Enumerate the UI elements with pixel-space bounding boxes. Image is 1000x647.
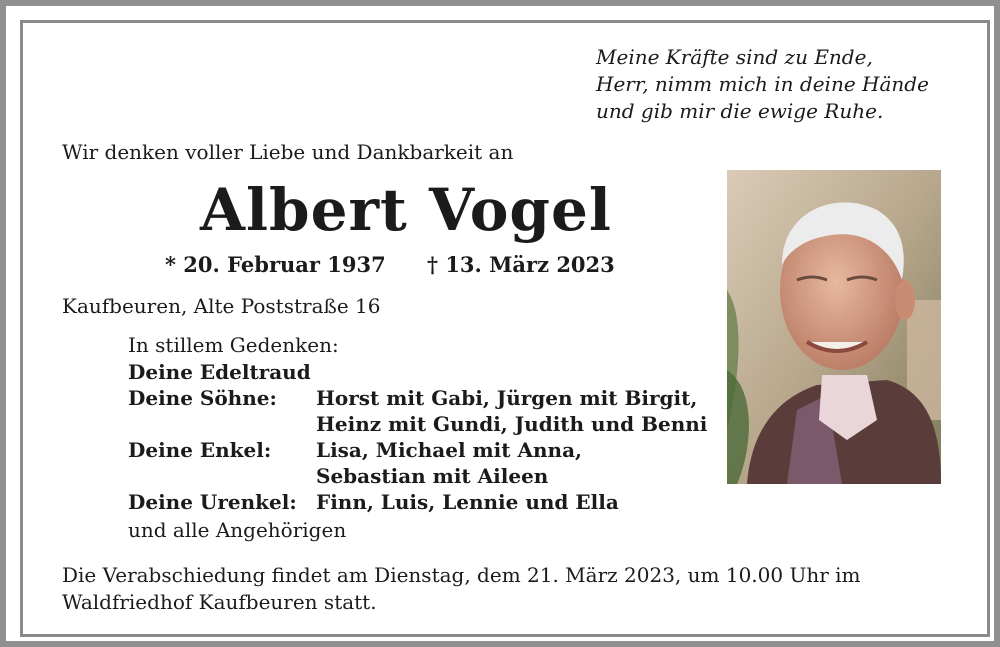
death-date: † 13. März 2023 (427, 252, 615, 277)
service-notice (62, 562, 942, 616)
other-relatives: und alle Angehörigen (128, 518, 347, 542)
family-names: Heinz mit Gundi, Judith und Benni (316, 412, 708, 436)
family-names: Sebastian mit Aileen (316, 464, 549, 488)
memory-heading: In stillem Gedenken: (128, 333, 339, 357)
family-row (128, 411, 707, 437)
family-row (128, 489, 707, 515)
portrait-image (727, 170, 941, 484)
family-names: Horst mit Gabi, Jürgen mit Birgit, (316, 386, 698, 410)
family-list (128, 359, 707, 515)
service-line: Die Verabschiedung findet am Dienstag, dem 21. März 2023, um 10.00 Uhr im (62, 563, 861, 587)
motto-line: Herr, nimm mich in deine Hände (596, 72, 929, 96)
family-names: Finn, Luis, Lennie und Ella (316, 490, 619, 514)
deceased-name: Albert Vogel (200, 176, 612, 244)
family-row (128, 437, 707, 463)
family-names: Lisa, Michael mit Anna, (316, 438, 582, 462)
intro-text: Wir denken voller Liebe und Dankbarkeit an (62, 140, 514, 164)
family-label (128, 463, 316, 489)
family-row (128, 359, 707, 385)
family-row (128, 385, 707, 411)
motto-verse (596, 44, 929, 125)
portrait-photo (727, 170, 941, 484)
motto-line: Meine Kräfte sind zu Ende, (596, 45, 873, 69)
birth-date: * 20. Februar 1937 (165, 252, 386, 277)
family-label (128, 411, 316, 437)
family-label: Deine Söhne: (128, 386, 277, 410)
family-label: Deine Edeltraud (128, 360, 311, 384)
family-label: Deine Enkel: (128, 438, 272, 462)
address: Kaufbeuren, Alte Poststraße 16 (62, 294, 381, 318)
service-line: Waldfriedhof Kaufbeuren statt. (62, 590, 377, 614)
family-label: Deine Urenkel: (128, 490, 297, 514)
motto-line: und gib mir die ewige Ruhe. (596, 99, 884, 123)
life-dates (165, 252, 615, 277)
family-row (128, 463, 707, 489)
